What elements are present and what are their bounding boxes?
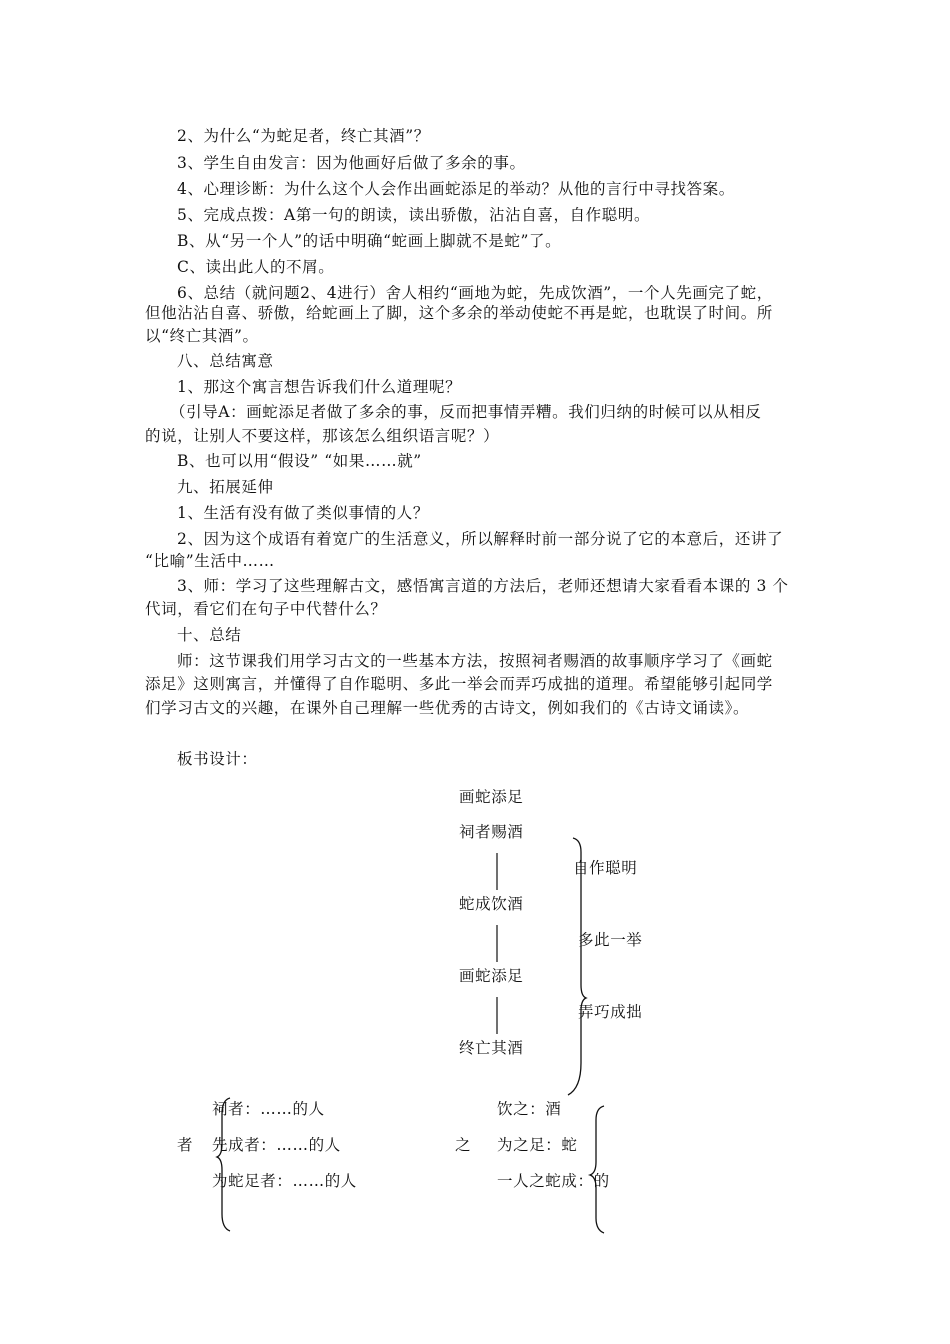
board-step: 祠者赐酒 — [459, 823, 524, 841]
text-line: 1、那这个寓言想告诉我们什么道理呢？ — [177, 378, 462, 396]
board-step: 终亡其酒 — [459, 1039, 524, 1057]
text-line: 2、为什么“为蛇足者，终亡其酒”？ — [177, 127, 430, 145]
zhi-item: 为之足：蛇 — [497, 1136, 578, 1154]
zhe-item: 先成者：……的人 — [212, 1136, 341, 1154]
text-line: 3、师：学习了这些理解古文，感悟寓言道的方法后，老师还想请大家看看本课的 3 个 — [177, 577, 789, 595]
text-line: 5、完成点拨：A第一句的朗读，读出骄傲，沾沾自喜，自作聪明。 — [177, 206, 651, 224]
text-line: 6、总结（就问题2、4进行）舍人相约“画地为蛇，先成饮酒”，一个人先画完了蛇， — [177, 284, 773, 302]
section-heading: 十、总结 — [177, 626, 242, 644]
text-line: 1、生活有没有做了类似事情的人？ — [177, 504, 429, 522]
zhi-item: 饮之：酒 — [497, 1100, 562, 1118]
text-line: 的说，让别人不要这样，那该怎么组织语言呢？） — [145, 427, 500, 445]
text-line: 2、因为这个成语有着宽广的生活意义，所以解释时前一部分说了它的本意后，还讲了 — [177, 530, 784, 548]
board-step: 画蛇添足 — [459, 967, 524, 985]
text-line: 代词，看它们在句子中代替什么？ — [145, 600, 387, 618]
text-line: 4、心理诊断：为什么这个人会作出画蛇添足的举动？从他的言行中寻找答案。 — [177, 180, 735, 198]
zhe-label: 者 — [177, 1136, 194, 1154]
text-line: （引导A：画蛇添足者做了多余的事，反而把事情弄糟。我们归纳的时候可以从相反 — [170, 403, 762, 421]
text-line: B、也可以用“假设” “如果……就” — [177, 452, 422, 470]
zhe-item: 为蛇足者：……的人 — [212, 1172, 357, 1190]
text-line: 3、学生自由发言：因为他画好后做了多余的事。 — [177, 154, 526, 172]
text-line: C、读出此人的不屑。 — [177, 258, 335, 276]
board-moral: 自作聪明 — [573, 859, 638, 877]
board-heading: 板书设计： — [177, 750, 258, 768]
text-line: 添足》这则寓言，并懂得了自作聪明、多此一举会而弄巧成拙的道理。希望能够引起同学 — [145, 675, 773, 693]
text-line: 们学习古文的兴趣，在课外自己理解一些优秀的古诗文，例如我们的《古诗文诵读》。 — [145, 699, 750, 717]
zhe-item: 祠者：……的人 — [212, 1100, 325, 1118]
text-line: “比喻”生活中…… — [145, 552, 275, 570]
zhi-label: 之 — [455, 1136, 472, 1154]
section-heading: 八、总结寓意 — [177, 352, 274, 370]
board-moral: 多此一举 — [578, 931, 643, 949]
text-line: 师：这节课我们用学习古文的一些基本方法，按照祠者赐酒的故事顺序学习了《画蛇 — [177, 652, 773, 670]
text-line: 但他沾沾自喜、骄傲，给蛇画上了脚，这个多余的举动使蛇不再是蛇，也耽误了时间。所 — [145, 304, 773, 322]
board-title: 画蛇添足 — [459, 788, 524, 806]
section-heading: 九、拓展延伸 — [177, 478, 274, 496]
board-moral: 弄巧成拙 — [578, 1003, 643, 1021]
text-line: 以“终亡其酒”。 — [145, 327, 259, 345]
zhi-item: 一人之蛇成：的 — [497, 1172, 610, 1190]
text-line: B、从“另一个人”的话中明确“蛇画上脚就不是蛇”了。 — [177, 232, 562, 250]
board-step: 蛇成饮酒 — [459, 895, 524, 913]
